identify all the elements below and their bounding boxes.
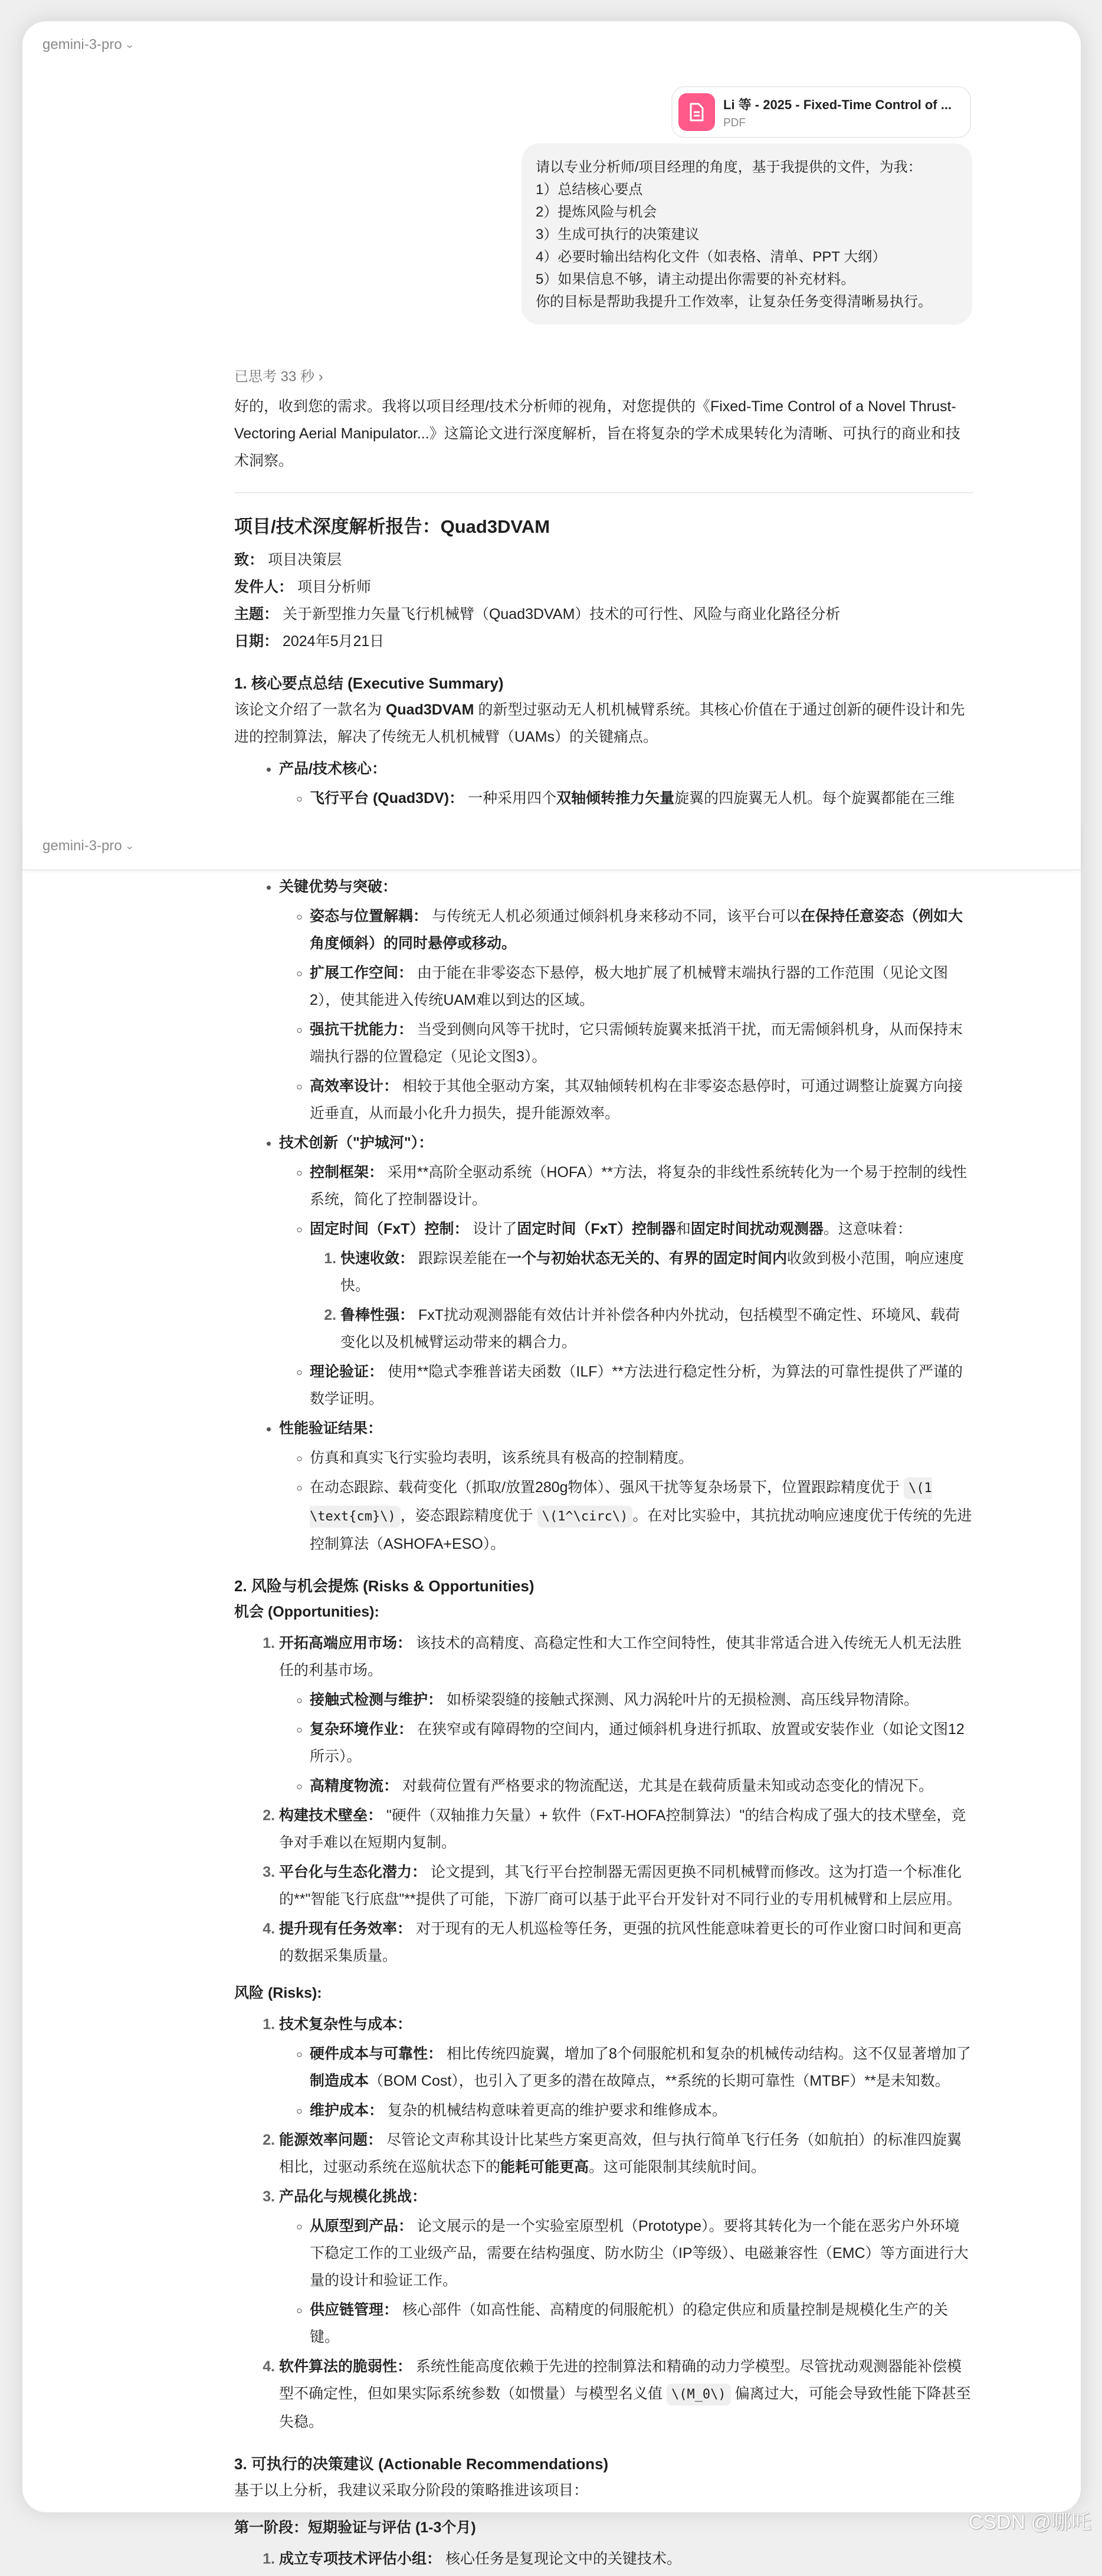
bullet-list: [279, 1686, 973, 1800]
bold-text: 扩展工作空间：: [310, 965, 414, 981]
list-item: [279, 1630, 973, 1800]
text-run: 3. 可执行的决策建议 (Actionable Recommendations): [234, 2455, 609, 2473]
text-run: 。这可能限制其续航时间。: [589, 2159, 766, 2175]
text-run: 相比传统四旋翼，增加了8个伺服舵机和复杂的机械传动结构。这不仅显著增加了: [442, 2046, 971, 2062]
inline-code: \(1 \text{cm}\): [310, 1477, 932, 1528]
bullet-list: [279, 1159, 973, 1412]
text-run: 该论文介绍了一款名为: [234, 702, 386, 718]
text-run: 采用**高阶全驱动系统（HOFA）**方法，将复杂的非线性系统转化为一个易于控制的线性系统，简化了控制器设计。: [310, 1164, 967, 1208]
text-run: 系统性能高度依赖于先进的控制算法和精确的动力学模型。尽管扰动观测器能补偿模型不确定性，但如果实际系统参数（如惯量）与模型名义值: [279, 2358, 962, 2402]
list-item: [310, 1772, 973, 1800]
model-selector[interactable]: [42, 838, 133, 854]
text-run: 该技术的高精度、高稳定性和大工作空间特性，使其非常适合进入传统无人机无法胜任的利基市场。: [279, 1635, 962, 1679]
bold-text: 维护成本：: [310, 2102, 384, 2119]
list-item: [310, 903, 973, 957]
bold-text: 控制框架：: [310, 1164, 384, 1181]
subsection-heading: [234, 1599, 973, 1625]
text-run: 当受到侧向风等干扰时，它只需倾转旋翼来抵消干扰，而无需倾斜机身，从而保持末端执行器的位置稳定（见论文图3）。: [310, 1021, 963, 1065]
bold-text: 从原型到产品：: [310, 2218, 414, 2234]
list-item: [310, 1716, 973, 1770]
paragraph: [234, 2477, 973, 2504]
meta-line: [234, 601, 973, 628]
text-run: FxT扰动观测器能有效估计并补偿各种内外扰动，包括模型不确定性、环境风、载荷变化以及机械臂运动带来的耦合力。: [340, 1307, 960, 1351]
text-run: 一种采用四个: [464, 790, 557, 807]
report-title: [234, 513, 973, 540]
text-run: 收敛到极小范围，响应速度快。: [340, 1250, 964, 1294]
user-message-line: 请以专业分析师/项目经理的角度，基于我提供的文件，为我：: [536, 159, 922, 175]
list-item: [279, 873, 973, 1127]
bold-text: 飞行平台 (Quad3DV)：: [310, 790, 464, 807]
inline-code: \(1^\circ\): [537, 1506, 633, 1528]
user-message-line: 2）提炼风险与机会: [536, 204, 657, 220]
text-run: 设计了: [468, 1221, 517, 1237]
model-name: gemini-3-pro: [42, 838, 122, 854]
list-item: [279, 1915, 973, 1969]
list-item: [310, 1474, 973, 1558]
bold-text: 在保持任意姿态（例如大角度倾斜）的同时悬停或移动。: [310, 908, 963, 952]
text-run: 在狭窄或有障碍物的空间内，通过倾斜机身进行抓取、放置或安装作业（如论文图12所示）。: [310, 1721, 965, 1765]
bold-text: 快速收敛：: [340, 1250, 415, 1267]
bold-text: 一个与初始状态无关的、有界的固定时间内: [506, 1250, 787, 1267]
text-run: 2. 风险与机会提炼 (Risks & Opportunities): [234, 1577, 534, 1595]
text-run: 论文展示的是一个实验室原型机（Prototype）。要将其转化为一个能在恶劣户外环境下稳定工作的工业级产品，需要在结构强度、防水防尘（IP等级）、电磁兼容性（EMC）等方面进行大量的设计和验证工作。: [310, 2218, 969, 2289]
user-message-line: 4）必要时输出结构化文件（如表格、清单、PPT 大纲）: [536, 249, 887, 265]
user-message-line: 3）生成可执行的决策建议: [536, 227, 700, 242]
text-run: 。这意味着：: [823, 1221, 912, 1237]
bullet-list: [279, 785, 973, 812]
text-run: 跟踪误差能在: [414, 1250, 507, 1267]
list-item: [310, 1016, 973, 1070]
user-message-line: 你的目标是帮助我提升工作效率，让复杂任务变得清晰易执行。: [536, 294, 932, 310]
text-run: 风险 (Risks):: [234, 1985, 322, 2001]
bold-text: 鲁棒性强：: [340, 1307, 415, 1323]
text-run: 好的，收到您的需求。我将以项目经理/技术分析师的视角，对您提供的《Fixed-Time Control of a Novel Thrust-Vectoring Aerial Manipulator...》这篇论文进行深度解析，旨在将复杂的学术成果转化为清晰、可执行的商业和技术洞察。: [234, 398, 960, 469]
list-item: [310, 1159, 973, 1213]
bold-text: 复杂环境作业：: [310, 1721, 414, 1738]
list-item: [310, 1215, 973, 1356]
text-run: 核心任务是复现论文中的关键技术。: [441, 2551, 681, 2567]
bold-text: 姿态与位置解耦：: [310, 908, 428, 925]
bold-text: 开拓高端应用市场：: [279, 1635, 412, 1651]
bold-text: 能源效率问题：: [279, 2132, 383, 2148]
text-run: 1. 核心要点总结 (Executive Summary): [234, 674, 504, 692]
text-run: 对于现有的无人机巡检等任务，更强的抗风性能意味着更长的可作业窗口时间和更高的数据采集质量。: [279, 1920, 962, 1964]
meta-line: [234, 628, 973, 655]
user-message-bubble: [522, 143, 972, 325]
text-run: 核心部件（如高性能、高精度的伺服舵机）的稳定供应和质量控制是规模化生产的关键。: [310, 2302, 948, 2345]
text-run: ，姿态跟踪精度优于: [400, 1507, 537, 1524]
text-run: "硬件（双轴推力矢量）+ 软件（FxT-HOFA控制算法）"的结合构成了强大的技术壁垒，竞争对手难以在短期内复制。: [279, 1807, 966, 1851]
text-run: 基于以上分析，我建议采取分阶段的策略推进该项目：: [234, 2482, 589, 2499]
text-run: 与传统无人机必须通过倾斜机身来移动不同，该平台可以: [428, 908, 801, 925]
numbered-list: [234, 1630, 973, 1969]
model-name: gemini-3-pro: [42, 37, 122, 53]
text-run: 项目分析师: [293, 579, 371, 595]
section-heading: [234, 1573, 973, 1599]
list-item: [310, 2040, 973, 2095]
bullet-list: [279, 2213, 973, 2351]
bold-text: 致：: [234, 552, 264, 568]
numbered-list: [310, 1245, 973, 1356]
bold-text: 硬件成本与可靠性：: [310, 2046, 443, 2062]
bold-text: 主题：: [234, 606, 279, 622]
bullet-list: [234, 873, 973, 1558]
bold-text: 提升现有任务效率：: [279, 1920, 412, 1937]
sticky-header: [22, 826, 1081, 870]
meta-line: [234, 573, 973, 601]
list-item: [279, 1129, 973, 1412]
bold-text: 发件人：: [234, 579, 294, 595]
section-heading: [234, 2451, 973, 2477]
list-item: [310, 1073, 973, 1127]
list-item: [279, 2126, 973, 2181]
text-run: 相较于其他全驱动方案，其双轴倾转机构在非零姿态悬停时，可通过调整让旋翼方向接近垂直，从而最小化升力损失，提升能源效率。: [310, 1078, 963, 1122]
bold-text: 强抗干扰能力：: [310, 1021, 414, 1038]
text-run: 项目决策层: [264, 552, 342, 568]
bold-text: 固定时间（FxT）控制器: [517, 1221, 676, 1237]
text-run: 尽管论文声称其设计比某些方案更高效，但与执行简单飞行任务（如航拍）的标准四旋翼相比，过驱动系统在巡航状态下的: [279, 2132, 962, 2175]
bold-text: 日期：: [234, 633, 279, 650]
bold-text: 固定时间（FxT）控制：: [310, 1221, 469, 1237]
bold-text: 技术创新（"护城河"）：: [279, 1135, 434, 1151]
text-run: 由于能在非零姿态下悬停，极大地扩展了机械臂末端执行器的工作范围（见论文图2），使其能进入传统UAM难以到达的区域。: [310, 965, 948, 1008]
text-run: 。在对比实验中，其抗扰动响应速度优于传统的先进控制算法（ASHOFA+ESO）。: [310, 1507, 972, 1552]
bold-text: 平台化与生态化潜力：: [279, 1864, 427, 1880]
model-selector[interactable]: [42, 37, 133, 53]
bullet-list: [279, 2040, 973, 2124]
bold-text: 软件算法的脆弱性：: [279, 2358, 412, 2375]
list-item: [310, 2213, 973, 2294]
bold-text: 关键优势与突破：: [279, 879, 398, 895]
bold-text: 接触式检测与维护：: [310, 1692, 443, 1708]
list-item: [279, 755, 973, 812]
numbered-list: [234, 2011, 973, 2436]
paragraph: [234, 393, 973, 474]
user-message-line: 1）总结核心要点: [536, 182, 643, 198]
list-item: [310, 785, 973, 812]
bold-text: 能耗可能更高: [500, 2159, 589, 2175]
list-item: [279, 1859, 973, 1913]
paragraph: [234, 696, 973, 750]
list-item: [279, 2545, 973, 2572]
list-item: [310, 1444, 973, 1471]
chevron-down-icon: ⌄: [124, 841, 135, 851]
bold-text: 理论验证：: [310, 1364, 384, 1380]
subsection-heading: [234, 2515, 973, 2541]
numbered-list: [234, 2545, 973, 2572]
list-item: [310, 2097, 973, 2124]
text-run: 仿真和真实飞行实验均表明，该系统具有极高的控制精度。: [310, 1450, 694, 1466]
assistant-response-part-2: [234, 871, 973, 2576]
watermark: CSDN @哪吒: [968, 2511, 1091, 2534]
bold-text: 双轴倾转推力矢量: [556, 790, 675, 807]
bold-text: 高效率设计：: [310, 1078, 399, 1094]
divider: [234, 492, 973, 493]
list-item: [310, 959, 973, 1014]
bullet-list: [234, 755, 973, 812]
bold-text: 高精度物流：: [310, 1778, 399, 1794]
bullet-list: [279, 903, 973, 1127]
bold-text: Quad3DVAM: [385, 702, 474, 718]
bold-text: 产品化与规模化挑战：: [279, 2188, 427, 2205]
bold-text: 产品/技术核心：: [279, 761, 386, 777]
user-message-line: 5）如果信息不够，请主动提出你需要的补充材料。: [536, 271, 855, 287]
text-run: 项目/技术深度解析报告：Quad3DVAM: [234, 516, 550, 537]
text-run: 第一阶段：短期验证与评估 (1-3个月): [234, 2519, 476, 2536]
text-run: 的新型过驱动无人机机械臂系统。其核心价值在于通过创新的硬件设计和先进的控制算法，解决了传统无人机机械臂（UAMs）的关键痛点。: [234, 702, 965, 745]
list-item: [279, 2011, 973, 2124]
list-item: [310, 1358, 973, 1412]
text-run: 2024年5月21日: [278, 633, 385, 650]
text-run: 论文提到，其飞行平台控制器无需因更换不同机械臂而修改。这为打造一个标准化的**"智能飞行底盘"**提供了可能，下游厂商可以基于此平台开发针对不同行业的专用机械臂和上层应用。: [279, 1864, 962, 1908]
bold-text: 制造成本: [310, 2073, 369, 2089]
section-heading: [234, 670, 973, 696]
subsection-heading: [234, 1980, 973, 2006]
text-run: （BOM Cost），也引入了更多的潜在故障点，**系统的长期可靠性（MTBF）**是未知数。: [369, 2073, 950, 2089]
text-run: 对载荷位置有严格要求的物流配送，尤其是在载荷质量未知或动态变化的情况下。: [398, 1778, 933, 1794]
text-run: 机会 (Opportunities):: [234, 1604, 379, 1620]
inline-code: \(M_0\): [667, 2384, 731, 2405]
text-run: 和: [675, 1221, 691, 1237]
bullet-list: [279, 1444, 973, 1558]
attachment-type: PDF: [723, 116, 746, 129]
list-item: [279, 1415, 973, 1558]
thinking-toggle[interactable]: 已思考 33 秒 ›: [234, 369, 323, 385]
bold-text: 性能验证结果：: [279, 1420, 383, 1437]
meta-line: [234, 546, 973, 573]
text-run: 使用**隐式李雅普诺夫函数（ILF）**方法进行稳定性分析，为算法的可靠性提供了严谨的数学证明。: [310, 1364, 963, 1407]
assistant-response-part-1: [234, 363, 973, 826]
chevron-down-icon: ⌄: [124, 40, 135, 50]
list-item: [340, 1302, 973, 1356]
bold-text: 供应链管理：: [310, 2302, 399, 2318]
pdf-file-icon: [678, 93, 715, 131]
text-run: 偏离过大，可能会导致性能下降甚至失稳。: [279, 2385, 971, 2430]
text-run: 在动态跟踪、载荷变化（抓取/放置280g物体）、强风干扰等复杂场景下，位置跟踪精度优于: [310, 1479, 904, 1496]
list-item: [310, 2296, 973, 2351]
text-run: 关于新型推力矢量飞行机械臂（Quad3DVAM）技术的可行性、风险与商业化路径分析: [278, 606, 841, 622]
bold-text: 固定时间扰动观测器: [690, 1221, 824, 1237]
text-run: 如桥梁裂缝的接触式探测、风力涡轮叶片的无损检测、高压线异物清除。: [442, 1692, 919, 1708]
list-item: [310, 1686, 973, 1713]
bold-text: 构建技术壁垒：: [279, 1807, 383, 1824]
text-run: 复杂的机械结构意味着更高的维护要求和维修成本。: [383, 2102, 727, 2119]
text-run: 旋翼的四旋翼无人机。每个旋翼都能在三维: [674, 790, 955, 807]
attachment-title: Li 等 - 2025 - Fixed-Time Control of ...: [723, 97, 952, 112]
list-item: [279, 1802, 973, 1856]
attachment-card[interactable]: [671, 86, 971, 138]
list-item: [279, 2183, 973, 2351]
bold-text: 成立专项技术评估小组：: [279, 2551, 442, 2567]
list-item: [340, 1245, 973, 1299]
bold-text: 技术复杂性与成本：: [279, 2016, 412, 2033]
list-item: [279, 2353, 973, 2436]
